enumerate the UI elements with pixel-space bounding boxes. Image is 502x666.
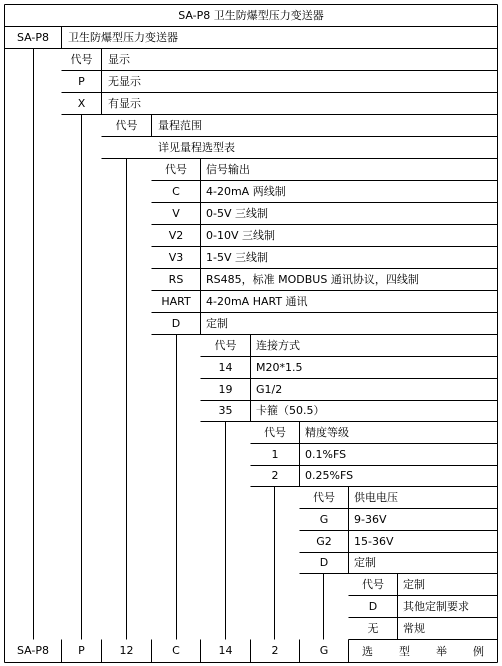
display-option-code: X [77, 97, 86, 110]
connection-option-code: 19 [218, 383, 233, 396]
example-accuracy-code: 2 [271, 644, 279, 657]
output-option-code: RS [168, 273, 184, 286]
output-option-code: C [172, 185, 180, 198]
output-option-label: 0-10V 三线制 [206, 229, 275, 242]
connection-option-label: 卡箍（50.5） [256, 404, 325, 417]
accuracy-option-label: 0.25%FS [305, 469, 354, 482]
accuracy-option-code: 2 [271, 469, 279, 482]
power-option-label: 15-36V [354, 535, 394, 548]
output-option-label: 1-5V 三线制 [206, 251, 268, 264]
custom-option-code: 无 [367, 622, 379, 635]
accuracy-label-header: 精度等级 [305, 426, 349, 439]
power-option-code: G2 [316, 535, 332, 548]
output-option-code: D [171, 317, 181, 330]
connection-option-label: G1/2 [256, 383, 283, 396]
model-code: SA-P8 [16, 31, 50, 44]
accuracy-code-header: 代号 [264, 426, 286, 439]
output-option-label: 定制 [206, 317, 228, 330]
output-option-code: V2 [168, 229, 184, 242]
power-option-label: 9-36V [354, 513, 387, 526]
display-option-label: 有显示 [108, 97, 141, 110]
accuracy-option-code: 1 [271, 448, 279, 461]
display-option-label: 无显示 [108, 75, 141, 88]
power-option-code: G [319, 513, 329, 526]
output-option-code: HART [161, 295, 191, 308]
display-code-header: 代号 [70, 53, 93, 66]
table-title: SA-P8 卫生防爆型压力变送器 [178, 9, 324, 22]
model-name: 卫生防爆型压力变送器 [68, 31, 178, 44]
custom-option-label: 其他定制要求 [403, 600, 469, 613]
example-connection-code: 14 [218, 644, 233, 657]
range-label-header: 量程范围 [158, 119, 202, 132]
range-code-header: 代号 [115, 119, 138, 132]
display-option-code: P [78, 75, 85, 88]
example-power-code: G [319, 644, 329, 657]
example-model-code: SA-P8 [16, 644, 50, 657]
example-label-char: 例 [473, 645, 484, 658]
output-option-code: V [172, 207, 180, 220]
power-option-code: D [319, 556, 329, 569]
output-option-code: V3 [168, 251, 184, 264]
output-label-header: 信号输出 [206, 163, 250, 176]
connection-code-header: 代号 [214, 339, 237, 352]
example-range-code: 12 [119, 644, 134, 657]
example-display-code: P [78, 644, 85, 657]
custom-option-code: D [368, 600, 378, 613]
custom-label-header: 定制 [403, 578, 425, 591]
example-label-char: 型 [399, 645, 410, 658]
output-option-label: 0-5V 三线制 [206, 207, 268, 220]
power-label-header: 供电电压 [354, 491, 398, 504]
connection-option-code: 35 [218, 404, 233, 417]
power-code-header: 代号 [313, 491, 335, 504]
output-option-label: 4-20mA 两线制 [206, 185, 286, 198]
range-note: 详见量程选型表 [158, 141, 235, 154]
output-option-label: 4-20mA HART 通讯 [206, 295, 308, 308]
power-option-label: 定制 [354, 556, 376, 569]
example-label [349, 641, 497, 661]
connection-option-label: M20*1.5 [256, 361, 303, 374]
output-option-label: RS485，标准 MODBUS 通讯协议，四线制 [206, 273, 419, 286]
example-label-char: 选 [362, 645, 373, 658]
output-code-header: 代号 [165, 163, 187, 176]
example-output-code: C [172, 644, 180, 657]
connection-label-header: 连接方式 [256, 339, 300, 352]
custom-code-header: 代号 [362, 578, 384, 591]
example-label-char: 举 [436, 645, 447, 658]
custom-option-label: 常规 [403, 622, 425, 635]
accuracy-option-label: 0.1%FS [305, 448, 347, 461]
display-label-header: 显示 [108, 53, 130, 66]
connection-option-code: 14 [218, 361, 233, 374]
